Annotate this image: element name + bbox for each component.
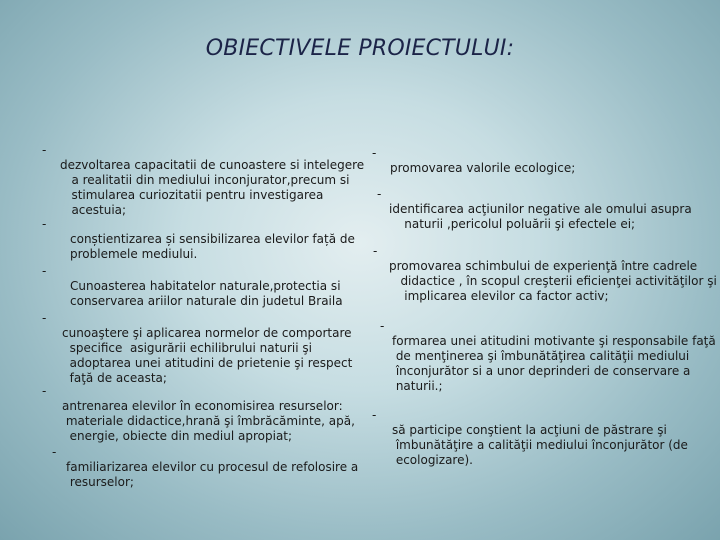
bullet-dash: - — [52, 445, 57, 459]
bullet-dash: - — [377, 187, 382, 201]
objective-text: identificarea acţiunilor negative ale omului asupra naturii ,pericolul poluării şi efectele ei; — [389, 202, 692, 231]
objective-text: promovarea schimbului de experienţă între cadrele didactice , în scopul creşterii eficienţei activităţilor şi implicarea elevilor ca factor activ; — [389, 259, 717, 303]
slide-title: OBIECTIVELE PROIECTULUI: — [205, 36, 515, 61]
bullet-dash: - — [380, 319, 385, 333]
objective-text: formarea unei atitudini motivante şi responsabile faţă de menţinerea şi îmbunătăţirea calităţii mediului înconjurător si a unor deprinderi de conservare a naturii.; — [392, 334, 716, 393]
bullet-dash: - — [42, 143, 47, 157]
bullet-dash: - — [42, 384, 47, 398]
bullet-dash: - — [42, 264, 47, 278]
objective-text: dezvoltarea capacitatii de cunoastere si intelegere a realitatii din mediului inconjurator,precum si stimularea curiozitatii pentru investigarea acestuia; — [60, 158, 365, 217]
objective-text: familiarizarea elevilor cu procesul de refolosire a resurselor; — [66, 460, 359, 489]
objective-text: antrenarea elevilor în economisirea resurselor: materiale didactice,hrană şi îmbrăcăminte, apă, energie, obiecte din mediul apropiat; — [62, 399, 355, 443]
objective-text: conștientizarea și sensibilizarea elevilor față de problemele mediului. — [70, 232, 355, 261]
bullet-dash: - — [42, 311, 47, 325]
left-objective-1 — [42, 128, 365, 217]
objective-text: promovarea valorile ecologice; — [390, 161, 576, 175]
bullet-dash: - — [372, 408, 377, 422]
bullet-dash: - — [42, 217, 47, 231]
right-objective-2 — [377, 172, 692, 232]
left-objective-5 — [42, 369, 355, 443]
right-objective-4 — [380, 304, 716, 393]
objective-text: să participe conştient la acţiuni de păstrare şi îmbunătăţire a calităţii mediului înconjurător (de ecologizare). — [392, 423, 688, 467]
left-objective-6 — [52, 430, 359, 490]
right-objective-3 — [373, 229, 717, 303]
bullet-dash: - — [373, 244, 378, 258]
right-objective-5 — [372, 393, 688, 467]
bullet-dash: - — [372, 146, 377, 160]
objective-text: Cunoasterea habitatelor naturale,protectia si conservarea ariilor naturale din judetul Braila — [70, 279, 343, 308]
objective-text: cunoaştere şi aplicarea normelor de comportare specifice asigurării echilibrului naturii şi adoptarea unei atitudini de prietenie şi respect faţă de aceasta; — [62, 326, 353, 385]
left-objective-4 — [42, 296, 353, 385]
